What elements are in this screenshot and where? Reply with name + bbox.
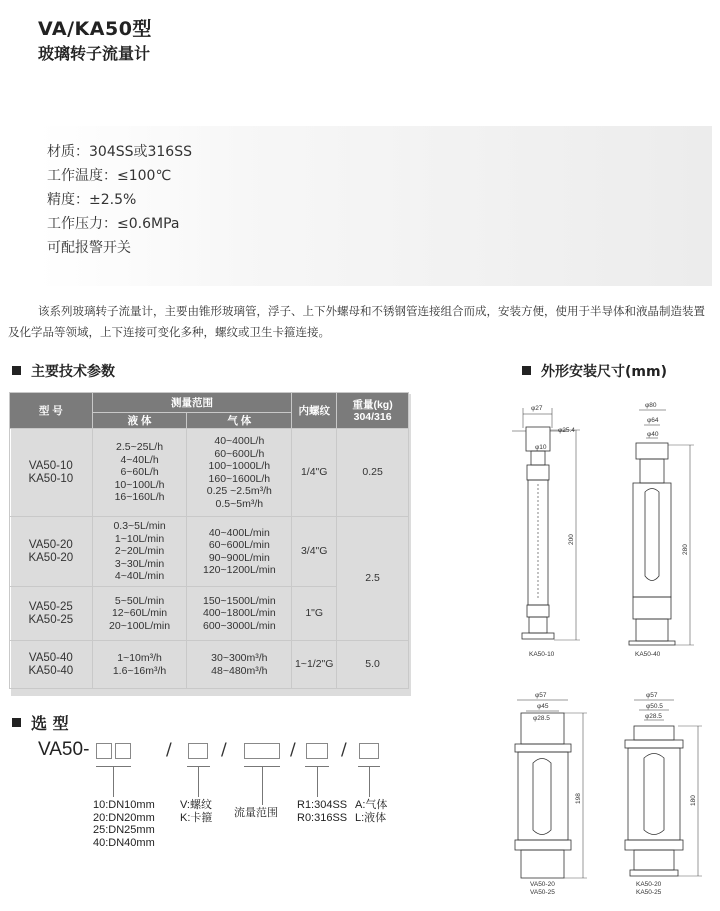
medium-options: A:气体 L:液体 (355, 799, 388, 824)
cell-gas: 40~400L/h 60~600L/h 100~1000L/h 160~1600L/h 0.25 ~2.5m³/h 0.5~5m³/h (187, 429, 292, 517)
dim-label: φ64 (647, 417, 659, 424)
dim-label: 198 (575, 793, 582, 804)
dim-label: φ57 (535, 692, 547, 699)
cell-gas: 40~400L/min 60~600L/min 90~900L/min 120~1200L/min (187, 517, 292, 587)
cell-liquid: 5~50L/min 12~60L/min 20~100L/min (92, 587, 187, 641)
dim-label: 200 (568, 534, 575, 545)
dim-label: φ28.5 (533, 715, 550, 722)
header-gas: 气 体 (187, 413, 292, 429)
slash-separator: / (290, 740, 296, 760)
dim-label: φ45 (537, 703, 549, 710)
header-range: 测量范围 (92, 393, 292, 413)
cell-gas: 150~1500L/min 400~1800L/min 600~3000L/min (187, 587, 292, 641)
cell-thread: 1/4"G (292, 429, 337, 517)
cell-liquid: 0.3~5L/min 1~10L/min 2~20L/min 3~30L/min 4~40L/min (92, 517, 187, 587)
drawing-caption: KA50-40 (635, 651, 661, 658)
dim-label: φ80 (645, 402, 657, 409)
cell-model: VA50-25 KA50-25 (10, 587, 93, 641)
header-thread: 内螺纹 (292, 393, 337, 429)
cell-liquid: 2.5~25L/h 4~40L/h 6~60L/h 10~100L/h 16~160L/h (92, 429, 187, 517)
spec-material: 材质：304SS或316SS (47, 144, 192, 160)
cell-weight: 0.25 (337, 429, 409, 517)
selection-heading: 选 型 (12, 711, 69, 734)
cell-thread: 3/4"G (292, 517, 337, 587)
dim-label: φ57 (646, 692, 658, 699)
drawing-ka50-40 (629, 410, 694, 645)
slash-separator: / (166, 740, 172, 760)
slash-separator: / (341, 740, 347, 760)
header-model: 型 号 (10, 393, 93, 429)
spec-alarm: 可配报警开关 (47, 240, 131, 256)
spec-pressure: 工作压力：≤0.6MPa (47, 216, 180, 232)
selection-code-prefix: VA50- (38, 739, 90, 760)
drawing-ka50-10 (512, 408, 580, 640)
dim-label: φ40 (647, 431, 659, 438)
drawing-labels (529, 402, 697, 896)
dim-label: 280 (682, 544, 689, 555)
range-option: 流量范围 (234, 807, 278, 819)
header-liquid: 液 体 (92, 413, 187, 429)
cell-weight: 5.0 (337, 641, 409, 689)
cell-model: VA50-20 KA50-20 (10, 517, 93, 587)
header-weight: 重量(kg) 304/316 (337, 393, 409, 429)
params-heading: 主要技术参数 (12, 361, 115, 381)
dim-label: φ28.5 (645, 713, 662, 720)
drawing-ka50-20-25 (625, 700, 702, 876)
connection-options: V:螺纹 K:卡箍 (180, 799, 213, 824)
dims-heading: 外形安装尺寸(mm) (522, 361, 667, 381)
drawing-caption: KA50-10 (529, 651, 555, 658)
description: 该系列玻璃转子流量计，主要由锥形玻璃管，浮子、上下外螺母和不锈钢管连接组合而成，安装方便，使用于半导体和液晶制造装置及化学品等领域，上下连接可变化多种，螺纹或卫生卡箍连接。 (8, 304, 705, 339)
drawing-caption: KA50-20 KA50-25 (636, 881, 662, 896)
product-title: VA/KA50型 (38, 18, 152, 40)
material-options: R1:304SS R0:316SS (297, 799, 348, 824)
spec-temperature: 工作温度：≤100℃ (47, 168, 172, 184)
dim-label: 180 (690, 795, 697, 806)
cell-gas: 30~300m³/h 48~480m³/h (187, 641, 292, 689)
slash-separator: / (221, 740, 227, 760)
size-options: 10:DN10mm 20:DN20mm 25:DN25mm 40:DN40mm (93, 799, 155, 849)
cell-model: VA50-40 KA50-40 (10, 641, 93, 689)
dim-label: φ25.4 (558, 427, 575, 434)
cell-weight: 2.5 (337, 517, 409, 641)
dim-label: φ50.5 (646, 703, 663, 710)
product-subtitle: 玻璃转子流量计 (38, 44, 151, 63)
cell-liquid: 1~10m³/h 1.6~16m³/h (92, 641, 187, 689)
cell-thread: 1"G (292, 587, 337, 641)
dim-label: φ27 (531, 405, 543, 412)
cell-model: VA50-10 KA50-10 (10, 429, 93, 517)
spec-accuracy: 精度：±2.5% (47, 192, 137, 208)
drawing-caption: VA50-20 VA50-25 (530, 881, 555, 896)
dim-label: φ10 (535, 444, 547, 451)
cell-thread: 1~1/2"G (292, 641, 337, 689)
drawing-va50-20-25 (515, 700, 587, 878)
